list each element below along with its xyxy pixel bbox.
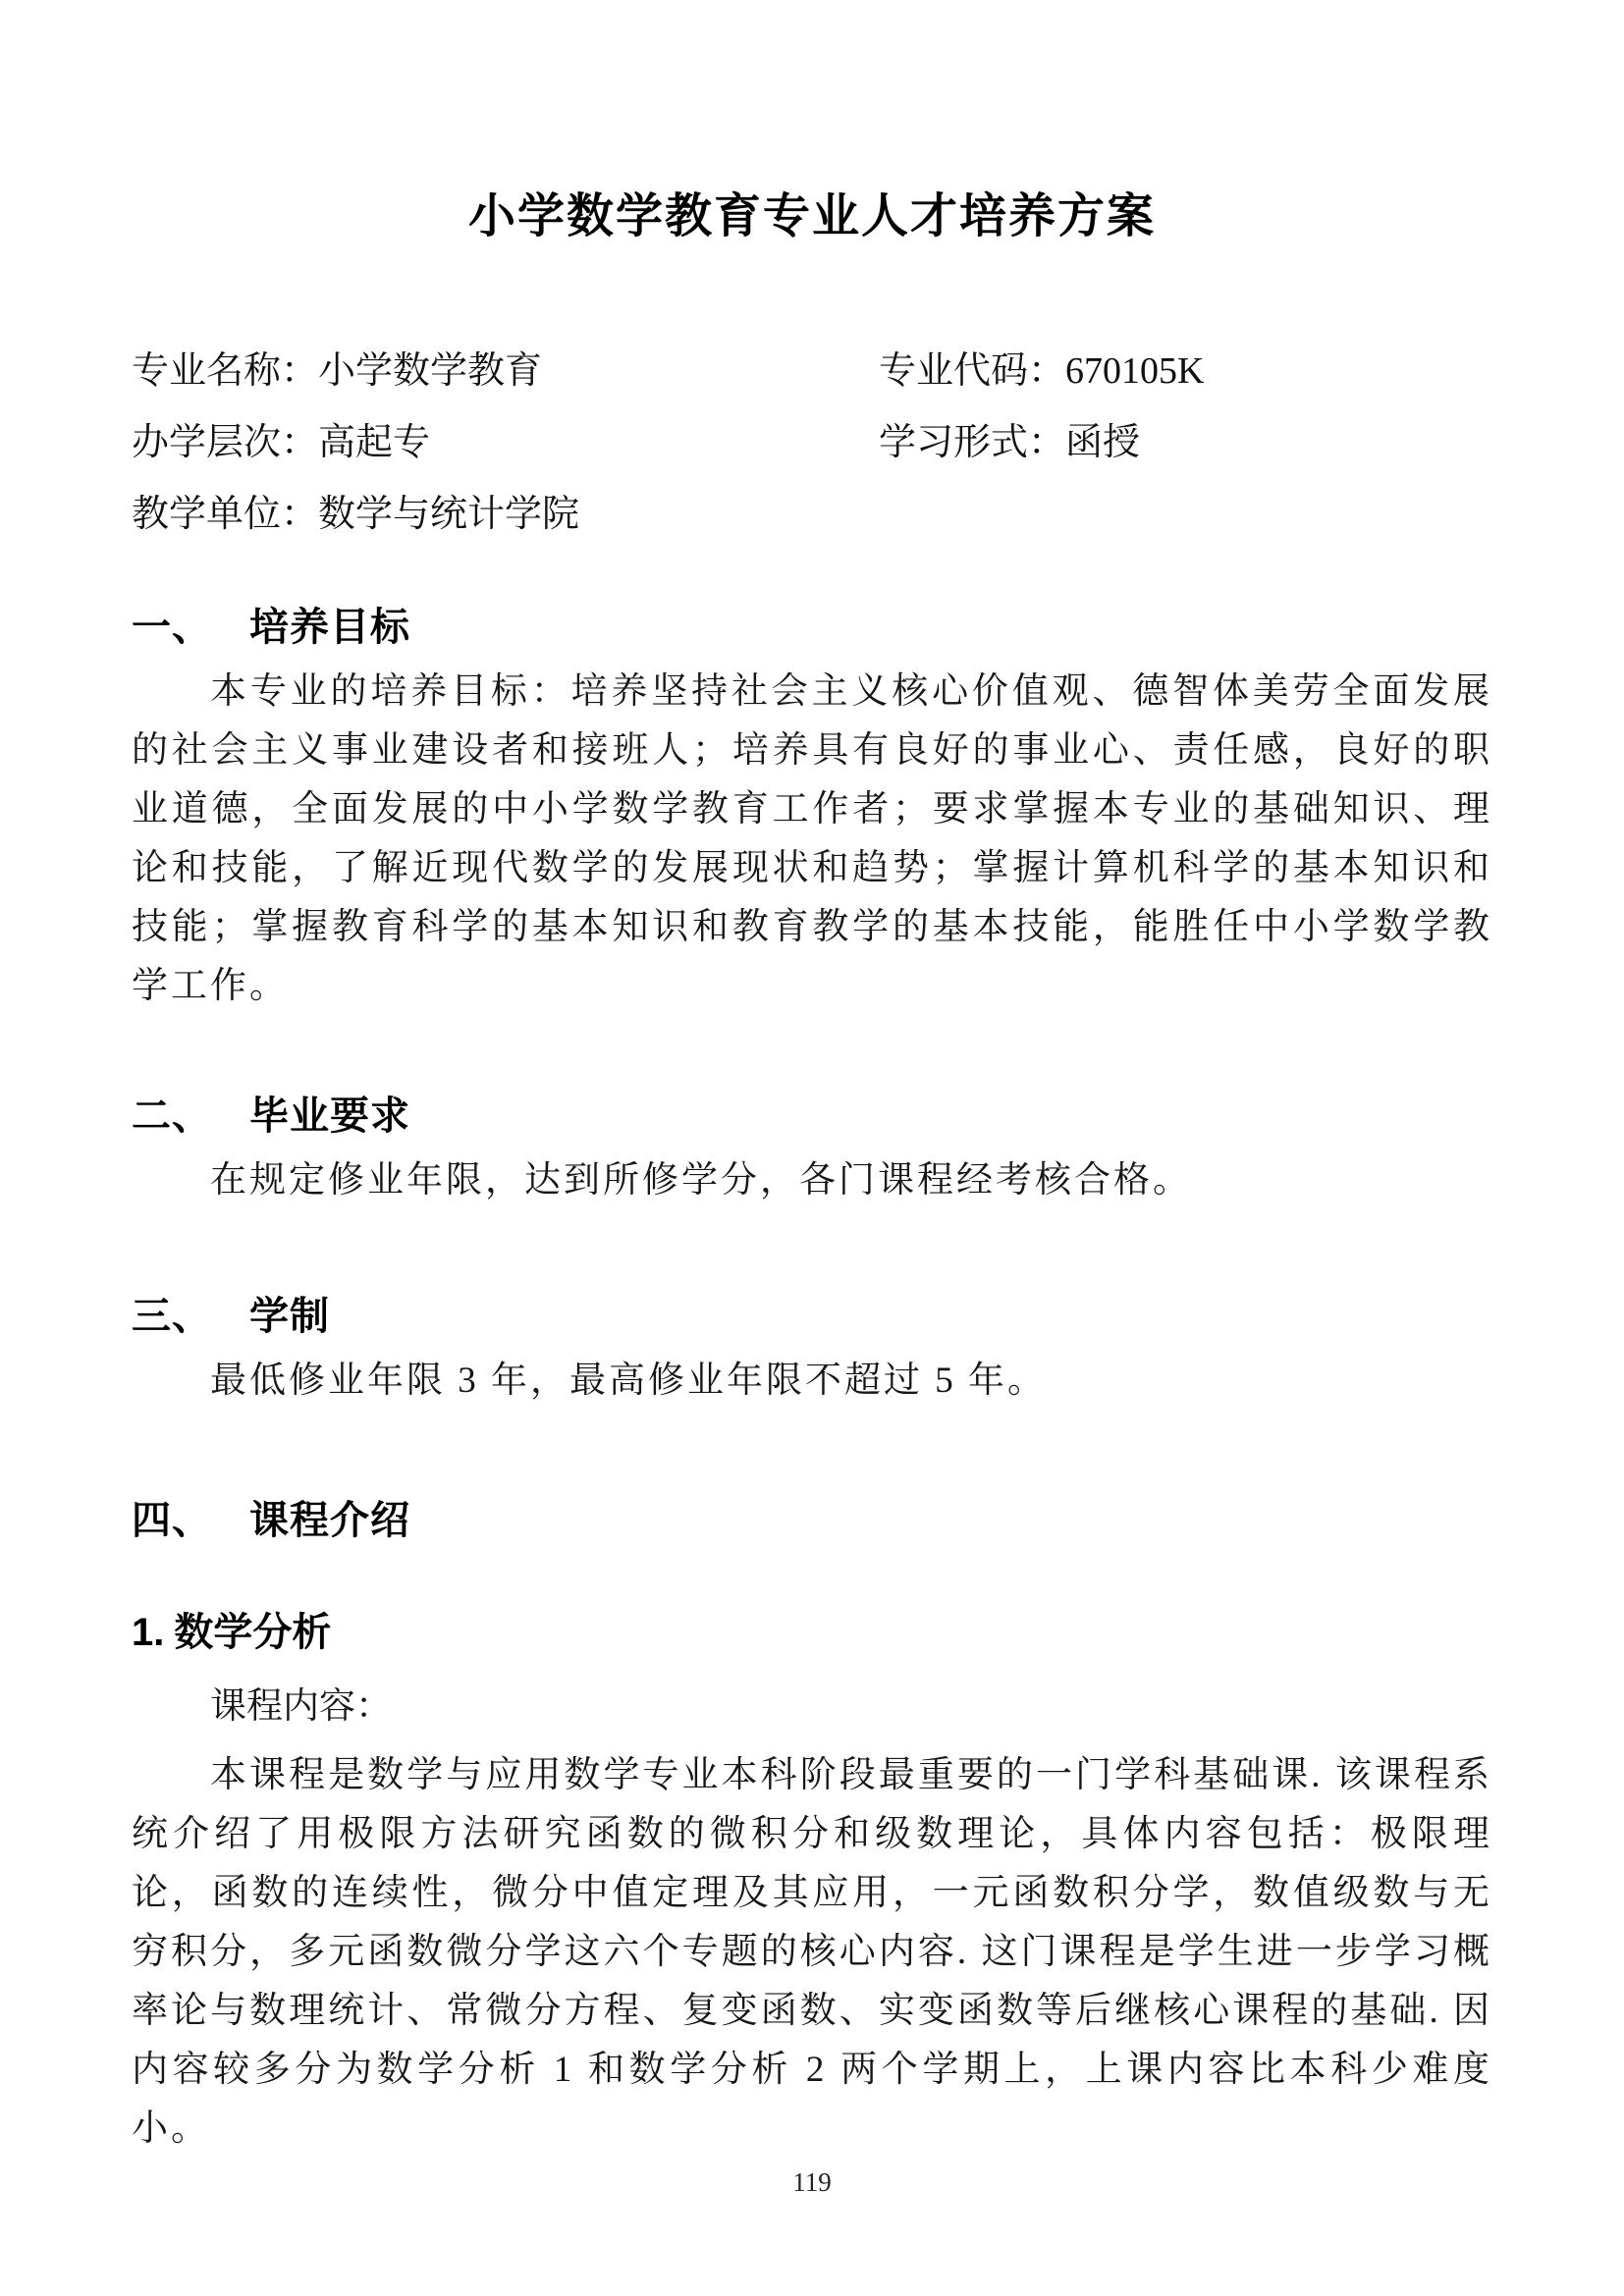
meta-empty-cell [879, 479, 1492, 551]
section-heading-course-introduction [132, 1495, 1492, 1546]
section-heading-schooling-length [132, 1291, 1492, 1342]
meta-major-code: 专业代码：670105K [879, 350, 1205, 392]
section-heading-training-objectives [132, 602, 1492, 653]
meta-block [132, 336, 1492, 551]
meta-major-name: 专业名称：小学数学教育 [132, 350, 543, 392]
course-number: 1. [132, 1611, 165, 1654]
section-title-1: 培养目标 [249, 606, 410, 649]
meta-row-2 [132, 407, 1492, 479]
meta-education-level: 办学层次：高起专 [132, 422, 431, 463]
section-number-3: 三、 [132, 1295, 212, 1338]
meta-row-3 [132, 479, 1492, 551]
graduation-requirements-paragraph: 在规定修业年限，达到所修学分，各门课程经考核合格。 [210, 1160, 1192, 1201]
meta-teaching-unit: 教学单位：数学与统计学院 [132, 494, 580, 535]
section-title-3: 学制 [249, 1295, 330, 1338]
course-description-paragraph: 本课程是数学与应用数学专业本科阶段最重要的一门学科基础课. 该课程系统介绍了用极限方法研究函数的微积分和级数理论，具体内容包括：极限理论，函数的连续性，微分中值定理及其应用，一元函数积分学，数值级数与无穷积分，多元函数微分学这六个专题的核心内容. 这门课程是学生进一步学习概率论与数理统计、常微分方程、复变函数、实变函数等后继核心课程的基础. 因内容较多分为数学分析 1 和数学分析 2 两个学期上，上课内容比本科少难度小。 [132, 1755, 1492, 2149]
page-title: 小学数学教育专业人才培养方案 [467, 190, 1156, 242]
training-objectives-paragraph: 本专业的培养目标：培养坚持社会主义核心价值观、德智体美劳全面发展的社会主义事业建设者和接班人；培养具有良好的事业心、责任感，良好的职业道德，全面发展的中小学数学教育工作者；要求掌握本专业的基础知识、理论和技能，了解近现代数学的发展现状和趋势；掌握计算机科学的基本知识和技能；掌握教育科学的基本知识和教育教学的基本技能，能胜任中小学数学教学工作。 [132, 671, 1492, 1006]
meta-study-form: 学习形式：函授 [879, 422, 1141, 463]
page-number: 119 [792, 2167, 832, 2197]
course-title: 数学分析 [174, 1611, 332, 1654]
course-content-label: 课程内容： [210, 1686, 392, 1727]
course-heading-mathematical-analysis [132, 1607, 1492, 1658]
section-title-2: 毕业要求 [249, 1095, 410, 1138]
meta-row-1 [132, 336, 1492, 407]
section-heading-graduation-requirements [132, 1091, 1492, 1142]
schooling-length-paragraph: 最低修业年限 3 年，最高修业年限不超过 5 年。 [210, 1361, 1047, 1401]
section-number-1: 一、 [132, 606, 212, 649]
section-number-2: 二、 [132, 1095, 212, 1138]
section-number-4: 四、 [132, 1499, 212, 1542]
section-title-4: 课程介绍 [249, 1499, 410, 1542]
